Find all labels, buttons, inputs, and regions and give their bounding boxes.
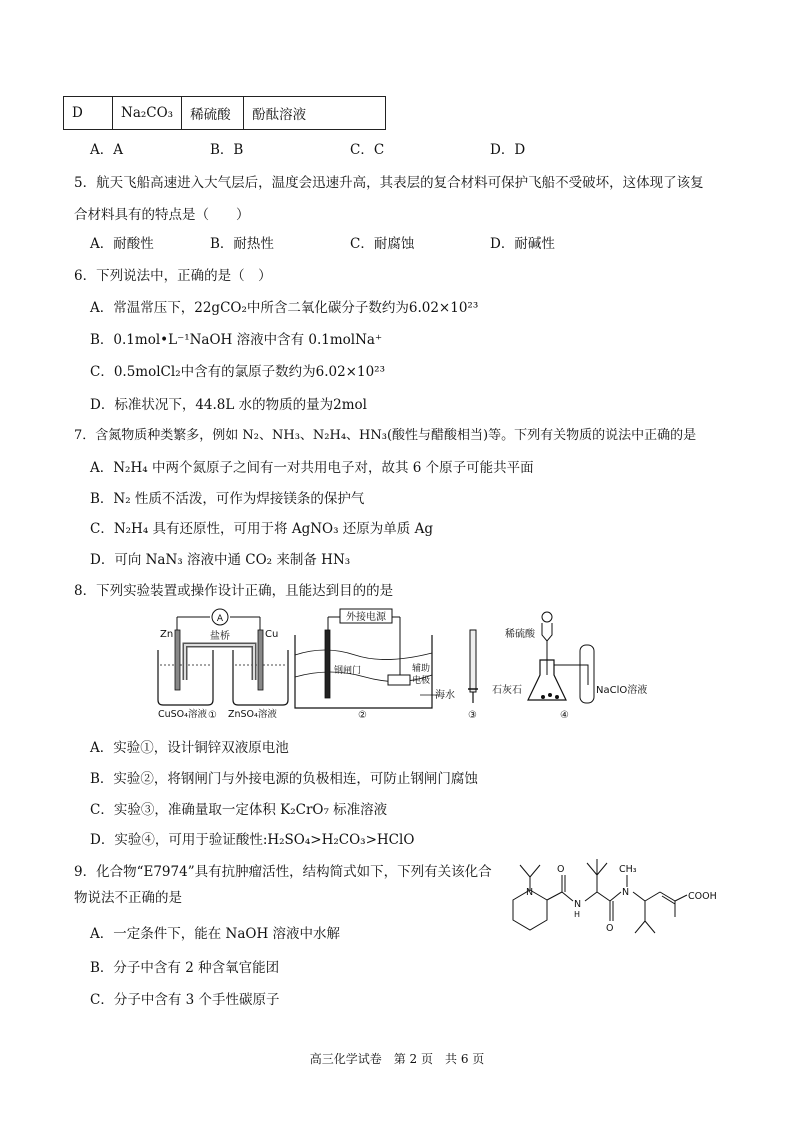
acid-label: 稀硫酸 xyxy=(505,629,535,640)
q8-option-c: C．实验③，准确量取一定体积 K₂CrO₇ 标准溶液 xyxy=(90,802,388,818)
e7974-structure xyxy=(505,855,735,955)
q6-option-a: A．常温常压下，22gCO₂中所含二氧化碳分子数约为6.02×10²³ xyxy=(90,300,479,316)
option-d: D．D xyxy=(490,142,526,158)
apparatus-4 xyxy=(528,612,594,703)
cu-label: Cu xyxy=(265,629,279,640)
figure-number-1: ① xyxy=(208,710,217,720)
q7-option-d: D．可向 NaN₃ 溶液中通 CO₂ 来制备 HN₃ xyxy=(90,552,351,568)
option-c: C．耐腐蚀 xyxy=(350,236,415,252)
aux-label-2: 电极 xyxy=(412,676,431,686)
q9-option-b: B．分子中含有 2 种含氧官能团 xyxy=(90,960,280,976)
q9-option-c: C．分子中含有 3 个手性碳原子 xyxy=(90,992,280,1008)
apparatus-3 xyxy=(468,630,478,703)
q8-option-a: A．实验①，设计铜锌双液原电池 xyxy=(90,740,289,756)
methyl-group: CH₃ xyxy=(619,864,637,875)
cuso4-label: CuSO₄溶液 xyxy=(158,709,207,720)
power-label: 外接电源 xyxy=(346,612,386,623)
q8-option-b: B．实验②，将钢闸门与外接电源的负极相连，可防止钢闸门腐蚀 xyxy=(90,771,478,787)
znso4-label: ZnSO₄溶液 xyxy=(228,709,277,720)
figure-number-3: ③ xyxy=(468,710,477,720)
q7-stem: 7．含氮物质种类繁多，例如 N₂、NH₃、N₂H₄、HN₃(酸性与醋酸相当)等。下列有关物质的说法中正确的是 xyxy=(74,428,697,443)
salt-bridge-label: 盐桥 xyxy=(210,631,230,642)
option-b: B．耐热性 xyxy=(210,236,274,252)
figure-number-2: ② xyxy=(358,710,367,720)
zn-label: Zn xyxy=(160,629,174,640)
q9-stem-line1: 9．化合物“E7974”具有抗肿瘤活性，结构简式如下，下列有关该化合 xyxy=(74,864,492,880)
option-b: B．B xyxy=(210,142,244,158)
q6-option-b: B．0.1mol•L⁻¹NaOH 溶液中含有 0.1molNa⁺ xyxy=(90,332,383,348)
q7-option-b: B．N₂ 性质不活泼，可作为焊接镁条的保护气 xyxy=(90,491,365,507)
q6-option-d: D．标准状况下，44.8L 水的物质的量为2mol xyxy=(90,397,367,413)
table-cell: Na₂CO₃ xyxy=(113,97,182,130)
atom-n: N xyxy=(526,887,534,898)
q7-option-c: C．N₂H₄ 具有还原性，可用于将 AgNO₃ 还原为单质 Ag xyxy=(90,521,433,537)
q8-stem: 8．下列实验装置或操作设计正确，且能达到目的的是 xyxy=(74,583,394,599)
limestone-label: 石灰石 xyxy=(492,685,522,696)
table-cell: 稀硫酸 xyxy=(182,97,244,130)
atom-o: O xyxy=(606,923,614,934)
table-cell: 酚酞溶液 xyxy=(244,97,386,130)
q8-apparatus-figure xyxy=(150,605,700,720)
q7-option-a: A．N₂H₄ 中两个氮原子之间有一对共用电子对，故其 6 个原子可能共平面 xyxy=(90,460,534,476)
answer-table xyxy=(63,96,386,130)
option-a: A．A xyxy=(90,142,123,158)
option-a: A．耐酸性 xyxy=(90,236,154,252)
q5-stem-line2: 合材料具有的特点是（ ） xyxy=(74,207,250,223)
atom-o: O xyxy=(557,864,565,875)
option-c: C．C xyxy=(350,142,385,158)
table-cell: D xyxy=(64,97,113,130)
ammeter-label: A xyxy=(216,614,224,624)
q8-option-d: D．实验④，可用于验证酸性:H₂SO₄>H₂CO₃>HClO xyxy=(90,832,415,848)
table-row xyxy=(64,97,386,130)
atom-n: N xyxy=(574,899,582,910)
figure-number-4: ④ xyxy=(560,710,569,720)
q6-stem: 6．下列说法中，正确的是（ ） xyxy=(74,268,272,284)
q9-stem-line2: 物说法不正确的是 xyxy=(74,890,182,906)
q6-option-c: C．0.5molCl₂中含有的氯原子数约为6.02×10²³ xyxy=(90,364,385,380)
naclo-label: NaClO溶液 xyxy=(596,685,648,696)
q9-option-a: A．一定条件下，能在 NaOH 溶液中水解 xyxy=(90,926,341,942)
apparatus-2 xyxy=(295,609,440,708)
atom-h: H xyxy=(574,910,581,919)
sea-label: 海水 xyxy=(435,690,455,701)
q5-stem-line1: 5．航天飞船高速进入大气层后，温度会迅速升高，其表层的复合材料可保护飞船不受破坏，这体现了该复 xyxy=(74,175,704,191)
gate-label: 钢闸门 xyxy=(334,666,362,676)
option-d: D．耐碱性 xyxy=(490,236,555,252)
atom-n: N xyxy=(622,887,630,898)
page-footer: 高三化学试卷 第 2 页 共 6 页 xyxy=(309,1052,485,1066)
carboxyl-group: COOH xyxy=(688,891,717,902)
aux-label-1: 辅助 xyxy=(412,664,431,674)
